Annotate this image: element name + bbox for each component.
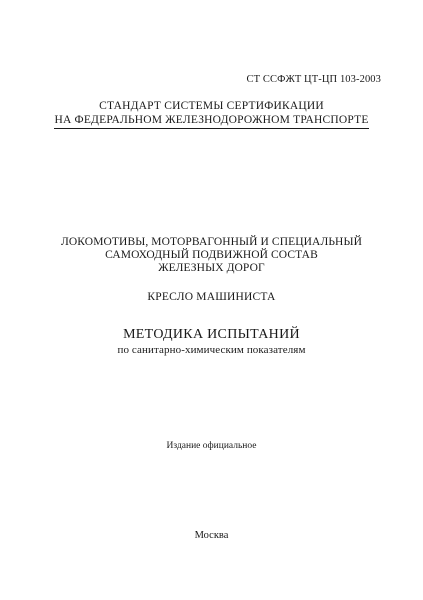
standard-header-line1: СТАНДАРТ СИСТЕМЫ СЕРТИФИКАЦИИ [99,100,324,112]
edition-label: Издание официальное [166,441,257,451]
publication-city: Москва [194,530,229,541]
standard-header [0,99,423,129]
method-subtitle: по санитарно-химическим показателям [117,344,306,356]
document-subtitle: КРЕСЛО МАШИНИСТА [147,291,276,303]
document-code: СТ ССФЖТ ЦТ-ЦП 103-2003 [246,74,381,85]
title-line: САМОХОДНЫЙ ПОДВИЖНОЙ СОСТАВ [105,249,318,261]
document-title [0,236,423,275]
title-line: ЛОКОМОТИВЫ, МОТОРВАГОННЫЙ И СПЕЦИАЛЬНЫЙ [61,236,362,248]
standard-header-line2: НА ФЕДЕРАЛЬНОМ ЖЕЛЕЗНОДОРОЖНОМ ТРАНСПОРТЕ [54,113,368,129]
method-title: МЕТОДИКА ИСПЫТАНИЙ [123,327,300,342]
title-line: ЖЕЛЕЗНЫХ ДОРОГ [158,262,265,274]
